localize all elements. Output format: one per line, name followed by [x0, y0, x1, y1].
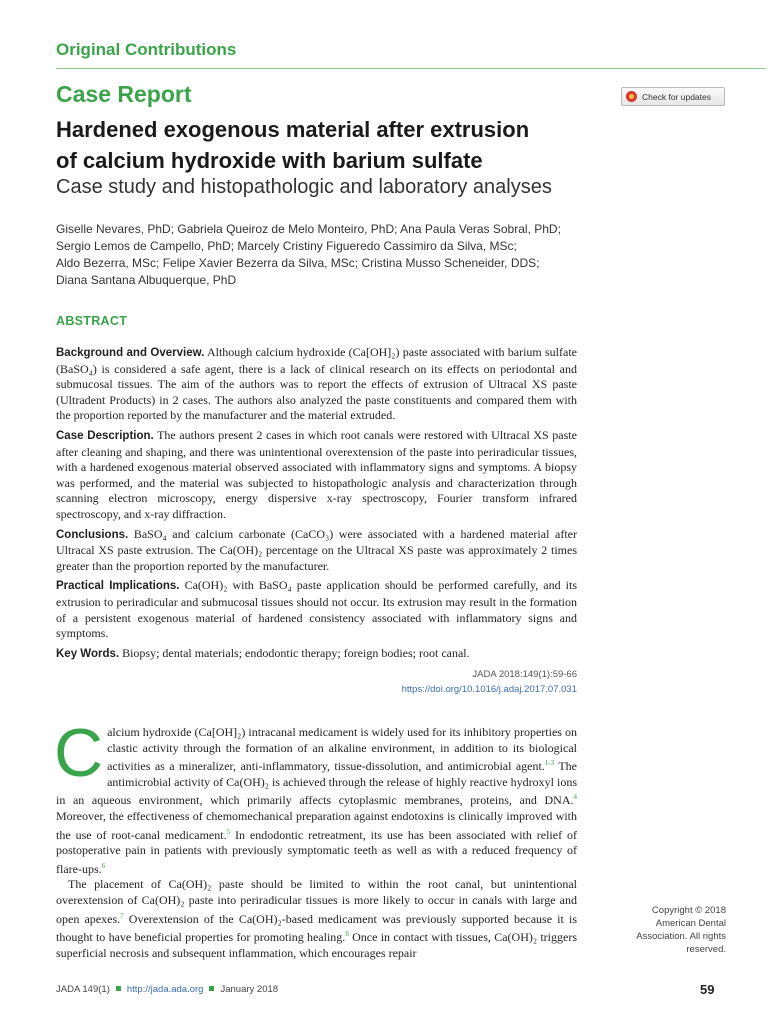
reference-link[interactable]: 7: [120, 911, 124, 920]
body-text: Moreover, the effectiveness of chemomechanical preparation against endotoxins is clinically improved with the use of root-canal medicament.: [56, 808, 577, 842]
abstract-label: Key Words.: [56, 647, 120, 660]
bullet-icon: [209, 986, 214, 991]
bullet-icon: [116, 986, 121, 991]
footer-date: January 2018: [220, 984, 279, 995]
body-paragraph: [56, 877, 577, 961]
abstract-label: Conclusions.: [56, 528, 129, 541]
body-text: The antimicrobial activity of Ca(OH)₂ is achieved through the release of highly reactive hydroxyl ions in an aqueous environment, which primarily affects cytoplasmic membranes, proteins, and DNA.: [56, 759, 577, 808]
article-subtitle: Case study and histopathologic and laboratory analyses: [56, 176, 552, 198]
copyright-line: Copyright © 2018: [651, 905, 726, 916]
abstract-text: Ca(OH)₂ with BaSO₄ paste application should be performed carefully, and its extrusion to periradicular and submucosal tissues should not occur. Its extrusion may result in the formation of a persistent exogenous material of hardened consistency associated with inflammatory signs and symptoms.: [56, 578, 577, 641]
author-line: Diana Santana Albuquerque, PhD: [56, 273, 237, 287]
article-title-line: Hardened exogenous material after extrusion: [56, 117, 530, 142]
footer-url-link[interactable]: http://jada.ada.org: [126, 984, 204, 995]
abstract-text: Biopsy; dental materials; endodontic therapy; foreign bodies; root canal.: [122, 645, 470, 660]
reference-link[interactable]: 1-3: [544, 759, 555, 768]
footer-journal: JADA 149(1): [56, 984, 110, 995]
abstract-text: Although calcium hydroxide (Ca[OH]₂) paste associated with barium sulfate (BaSO₄) is considered a safe agent, there is a lack of clinical research on its effects on periodontal and submucosal tissues. The aim of the authors was to report the effects of extrusion of Ultracal XS paste (Ultradent Products) in 2 cases. The authors also analyzed the paste constituents and compared them with the proportion reported by the manufacturer and the material extruded.: [56, 345, 577, 423]
abstract-background: [56, 345, 577, 424]
citation-block: [400, 667, 577, 697]
copyright-line: Association. All rights: [636, 931, 726, 942]
abstract-label: Case Description.: [56, 429, 154, 442]
author-list: [56, 221, 616, 289]
author-line: Aldo Bezerra, MSc; Felipe Xavier Bezerra da Silva, MSc; Cristina Musso Scheneider, DDS;: [56, 256, 540, 270]
doi-link[interactable]: https://doi.org/10.1016/j.adaj.2017.07.031: [401, 684, 577, 695]
abstract-case-description: [56, 428, 577, 523]
drop-cap: C: [54, 715, 104, 791]
section-label: Original Contributions: [56, 40, 237, 59]
body-paragraph: [54, 715, 577, 877]
copyright-line: American Dental: [655, 918, 726, 929]
article-title: [56, 114, 616, 176]
abstract-key-words: [56, 646, 577, 663]
abstract-label: Practical Implications.: [56, 580, 180, 593]
check-for-updates-button[interactable]: [621, 87, 725, 106]
body-text: The placement of Ca(OH)₂ paste should be limited to within the root canal, but unintentional overextension of Ca(OH)₂ paste into periradicular tissues is more likely to occur in canals with large and open apexes.: [56, 877, 577, 926]
abstract-text: BaSO₄ and calcium carbonate (CaCO₃) were associated with a hardened material after Ultracal XS paste extrusion. The Ca(OH)₂ percentage on the Ultracal XS paste was approximately 2 times greater than the proportion reported by the manufacturer.: [56, 526, 577, 573]
page-number: 59: [700, 982, 715, 997]
copyright-notice: [620, 904, 726, 956]
journal-reference: JADA 2018:149(1):59-66: [472, 669, 577, 680]
copyright-line: reserved.: [686, 944, 726, 955]
reference-link[interactable]: 5: [226, 827, 231, 836]
reference-link[interactable]: 4: [573, 793, 577, 802]
article-type-label: Case Report: [56, 81, 192, 107]
abstract-body: [56, 345, 577, 666]
body-text: Once in contact with tissues, Ca(OH)₂ triggers superficial necrosis and subsequent inflammation, which encourages repair: [56, 930, 577, 960]
author-line: Giselle Nevares, PhD; Gabriela Queiroz de Melo Monteiro, PhD; Ana Paula Veras Sobral, PhD;: [56, 222, 561, 236]
reference-link[interactable]: 8: [345, 930, 349, 939]
check-for-updates-label: Check for updates: [642, 91, 711, 102]
reference-link[interactable]: 6: [101, 861, 106, 870]
abstract-text: The authors present 2 cases in which root canals were restored with Ultracal XS paste after cleaning and shaping, and there was unintentional overextension of the paste into periradicular tissues, with a hardened exogenous material observed associated with inflammatory signs and symptoms. A biopsy was performed, and the material was subjected to histopathologic analysis and characterization through scanning electron microscopy, energy dispersive x-ray spectroscopy, Fourier transform infrared spectroscopy, and x-ray diffraction.: [56, 427, 577, 521]
article-title-line: of calcium hydroxide with barium sulfate: [56, 148, 483, 173]
abstract-heading: ABSTRACT: [56, 314, 128, 328]
crossmark-icon: [626, 91, 637, 102]
author-line: Sergio Lemos de Campello, PhD; Marcely Cristiny Figueredo Cassimiro da Silva, MSc;: [56, 239, 517, 253]
abstract-practical-implications: [56, 578, 577, 641]
body-text: alcium hydroxide (Ca[OH]₂) intracanal medicament is widely used for its inhibitory properties on clastic activity through the formation of an alkaline environment, in addition to its biological activities as a mineralizer, anti-inflammatory, tissue-dissolution, and antimicrobial agent.: [107, 725, 577, 774]
abstract-conclusions: [56, 527, 577, 575]
section-divider: [56, 68, 766, 69]
article-body: [54, 715, 577, 961]
body-text: Overextension of the Ca(OH)₂-based medicament was previously supported because it is thought to have beneficial properties for promoting healing.: [56, 911, 577, 945]
abstract-label: Background and Overview.: [56, 347, 205, 359]
page-footer: [56, 984, 278, 995]
body-text: In endodontic retreatment, its use has been associated with relief of postoperative pain in patients with previously symptomatic teeth as well as with a reduced frequency of flare-ups.: [56, 827, 577, 876]
